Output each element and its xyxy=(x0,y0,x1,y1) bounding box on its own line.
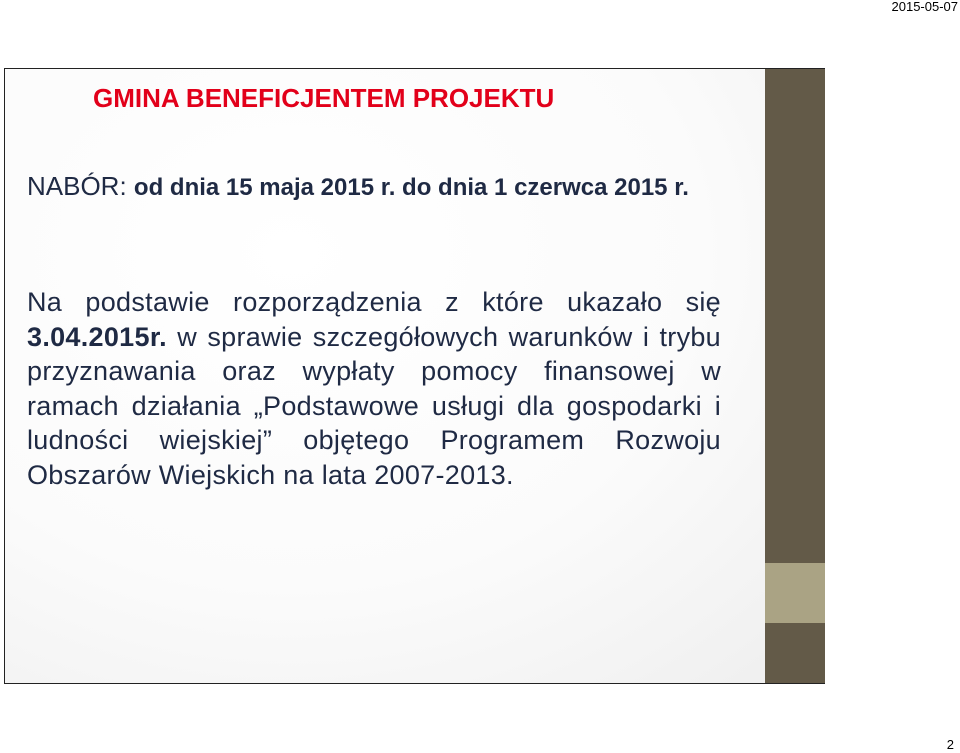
nabor-dates: od dnia 15 maja 2015 r. do dnia 1 czerwca 2015 r. xyxy=(133,174,689,201)
decorative-side-bar xyxy=(765,69,825,683)
page-number: 2 xyxy=(946,737,954,752)
nabor-label: NABÓR: xyxy=(27,171,134,201)
slide xyxy=(4,68,825,684)
slide-title: GMINA BENEFICJENTEM PROJEKTU xyxy=(93,83,555,113)
regulation-date: 3.04.2015r. xyxy=(27,321,167,352)
nabor-text xyxy=(27,169,727,205)
paragraph-part-2: w sprawie szczegółowych warunków i trybu przyznawania oraz wypłaty pomocy finansowej w ramach działania „Podstawowe usługi dla gospodarki i ludności wiejskiej” objętego Programem Rozwoju Obszarów Wiejskich na lata 2007-2013. xyxy=(27,321,721,490)
decorative-side-accent xyxy=(765,563,825,623)
document-date: 2015-05-07 xyxy=(891,0,958,14)
paragraph-part-1: Na podstawie rozporządzenia z które ukazało się xyxy=(27,287,721,317)
body-paragraph xyxy=(27,285,721,492)
